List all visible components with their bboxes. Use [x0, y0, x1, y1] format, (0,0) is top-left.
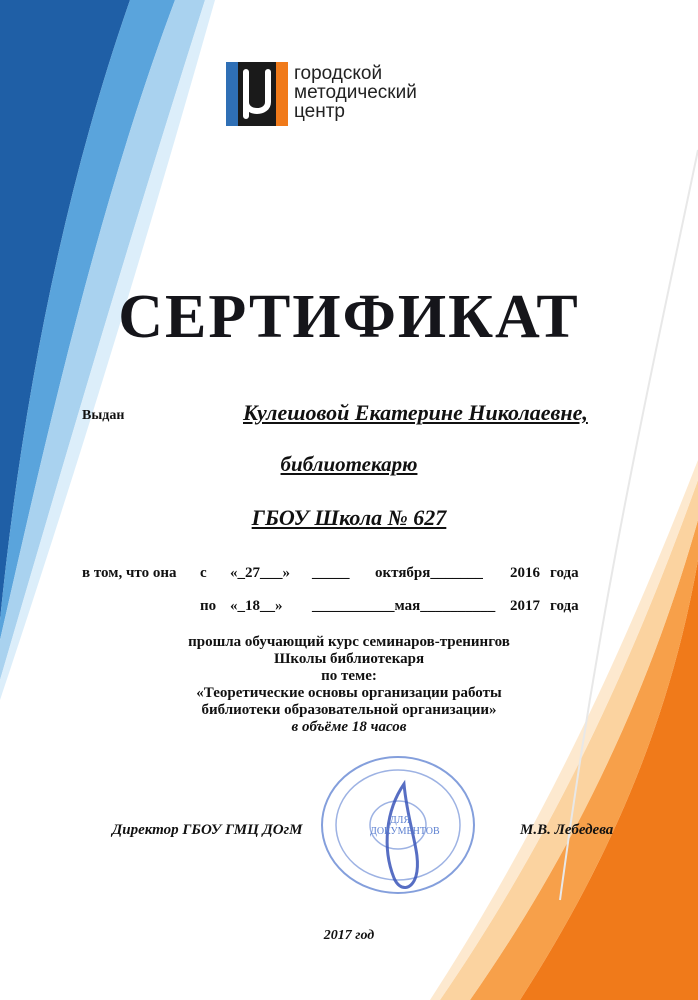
director-name: М.В. Лебедева — [520, 822, 614, 838]
logo-text — [294, 64, 417, 121]
period-from-month: октября_______ — [375, 565, 483, 581]
course-line-3: по теме: — [321, 668, 377, 684]
logo-mu-icon — [226, 62, 288, 126]
recipient-position: библиотекарю — [280, 452, 418, 476]
period-year-word-1: года — [550, 565, 579, 581]
period-to-month: ___________мая__________ — [312, 598, 496, 614]
director-role: Директор ГБОУ ГМЦ ДОгМ — [112, 822, 303, 838]
footer-year: 2017 год — [323, 928, 375, 943]
period-from-blank: _____ — [312, 565, 350, 581]
course-line-4: «Теоретические основы организации работы — [196, 685, 502, 701]
period-from-word: с — [200, 565, 207, 581]
period-year-word-2: года — [550, 598, 579, 614]
certificate-title: СЕРТИФИКАТ — [118, 283, 580, 351]
logo — [226, 62, 456, 132]
course-line-2: Школы библиотекаря — [273, 651, 425, 667]
period-to-day: «_18__» — [230, 598, 283, 614]
period-from-year: 2016 — [510, 565, 540, 581]
stamp-text: ДЛЯ ДОКУМЕНТОВ — [370, 815, 440, 837]
logo-line-3: центр — [294, 101, 345, 122]
course-line-5: библиотеки образовательной организации» — [201, 702, 497, 718]
course-line-1: прошла обучающий курс семинаров-тренингов — [188, 634, 510, 650]
period-intro: в том, что она — [82, 565, 177, 581]
recipient-name: Кулешовой Екатерине Николаевне, — [243, 400, 588, 425]
issued-label: Выдан — [82, 408, 125, 423]
period-to-year: 2017 — [510, 598, 540, 614]
recipient-organization: ГБОУ Школа № 627 — [251, 505, 447, 530]
logo-line-1: городской — [294, 63, 383, 84]
period-to-word: по — [200, 598, 217, 614]
course-hours: в объёме 18 часов — [291, 719, 407, 735]
period-from-day: «_27___» — [230, 565, 290, 581]
logo-line-2: методический — [294, 82, 417, 103]
